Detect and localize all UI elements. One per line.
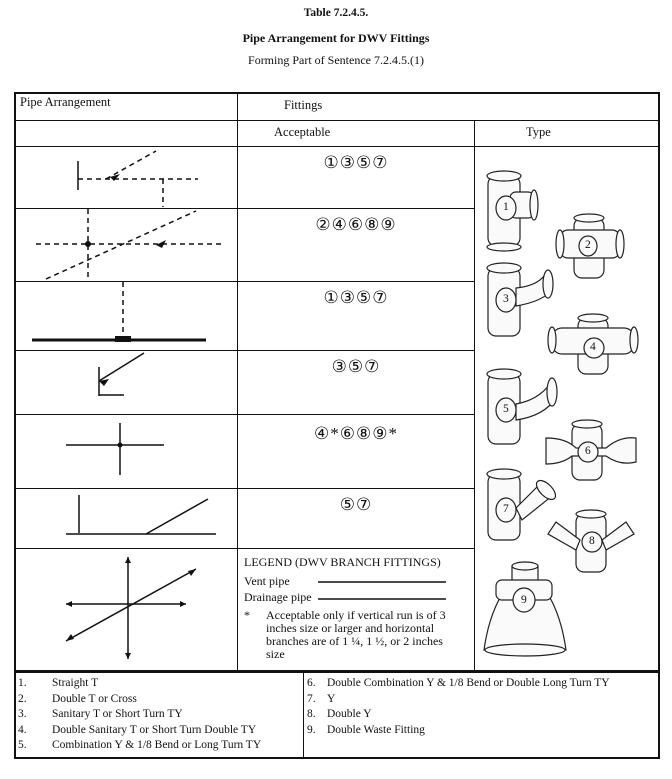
legend-note-line-4: size bbox=[266, 647, 285, 661]
header-pipe-arrangement: Pipe Arrangement bbox=[20, 95, 111, 109]
fitting-1-straight-t-icon bbox=[487, 171, 538, 251]
fitting-6-double-combination-y-icon bbox=[546, 420, 636, 480]
fitting-3-sanitary-t-icon bbox=[487, 263, 553, 336]
legend-note-line-2: inches size or larger and horizontal bbox=[266, 621, 435, 635]
fitting-label-3: 3 bbox=[503, 293, 509, 305]
row-5-acceptable: ④*⑥⑧⑨* bbox=[314, 424, 398, 443]
fitting-9-double-waste-icon bbox=[484, 562, 566, 656]
legend-note-marker: * bbox=[244, 608, 250, 622]
legend-note-line-3: branches are of 1 ¼, 1 ½, or 2 inches bbox=[266, 634, 443, 648]
row-1-acceptable: ①③⑤⑦ bbox=[323, 153, 389, 172]
arrangement-diagram-1 bbox=[16, 147, 238, 208]
list-item: 6. Double Combination Y & 1/8 Bend or Double Long Turn TY bbox=[307, 677, 610, 689]
arrangement-diagram-3 bbox=[16, 282, 238, 350]
fitting-label-5: 5 bbox=[503, 403, 509, 415]
legend-line-symbols bbox=[318, 574, 448, 604]
fittings-list-left bbox=[18, 676, 261, 754]
arrangement-diagram-6 bbox=[16, 489, 238, 548]
list-item: 7. Y bbox=[307, 692, 336, 705]
fitting-label-7: 7 bbox=[503, 503, 509, 515]
grid-line bbox=[303, 672, 304, 758]
fitting-label-1: 1 bbox=[503, 201, 509, 213]
fitting-label-2: 2 bbox=[585, 239, 591, 251]
row-2-acceptable: ②④⑥⑧⑨ bbox=[315, 215, 397, 234]
list-item: 1. Straight T bbox=[18, 677, 99, 689]
table-subtitle: Forming Part of Sentence 7.2.4.5.(1) bbox=[248, 53, 424, 67]
grid-line bbox=[474, 120, 475, 671]
fitting-label-9: 9 bbox=[521, 594, 527, 606]
arrangement-diagram-5 bbox=[16, 415, 238, 488]
list-item: 3. Sanitary T or Short Turn TY bbox=[18, 708, 183, 720]
arrangement-diagram-4 bbox=[16, 351, 238, 414]
list-item: 5. Combination Y & 1/8 Bend or Long Turn TY bbox=[18, 739, 262, 751]
header-acceptable: Acceptable bbox=[274, 125, 331, 139]
table-title: Pipe Arrangement for DWV Fittings bbox=[242, 31, 430, 45]
header-type: Type bbox=[526, 125, 551, 139]
list-item: 8. Double Y bbox=[307, 708, 372, 720]
fitting-label-8: 8 bbox=[589, 535, 595, 547]
table-number: Table 7.2.4.5. bbox=[303, 7, 369, 19]
fitting-label-4: 4 bbox=[590, 341, 596, 353]
header-fittings: Fittings bbox=[284, 98, 323, 112]
legend-note-line-1: Acceptable only if vertical run is of 3 bbox=[266, 608, 446, 622]
row-4-acceptable: ③⑤⑦ bbox=[331, 357, 381, 376]
axis-diagram bbox=[16, 549, 238, 671]
fitting-label-6: 6 bbox=[585, 445, 591, 457]
list-item: 2. Double T or Cross bbox=[18, 692, 137, 705]
fitting-7-y-icon bbox=[487, 469, 559, 540]
legend-drain-label: Drainage pipe bbox=[244, 590, 312, 604]
arrangement-diagram-2 bbox=[16, 209, 238, 281]
row-3-acceptable: ①③⑤⑦ bbox=[323, 288, 389, 307]
legend-vent-label: Vent pipe bbox=[244, 574, 290, 588]
fitting-5-combination-y-icon bbox=[487, 369, 557, 444]
list-item: 9. Double Waste Fitting bbox=[307, 723, 425, 736]
fittings-list-right bbox=[307, 676, 610, 738]
grid-line bbox=[15, 120, 659, 121]
row-6-acceptable: ⑤⑦ bbox=[339, 495, 373, 514]
legend-title: LEGEND (DWV BRANCH FITTINGS) bbox=[244, 555, 441, 569]
list-item: 4. Double Sanitary T or Short Turn Double TY bbox=[18, 723, 257, 736]
